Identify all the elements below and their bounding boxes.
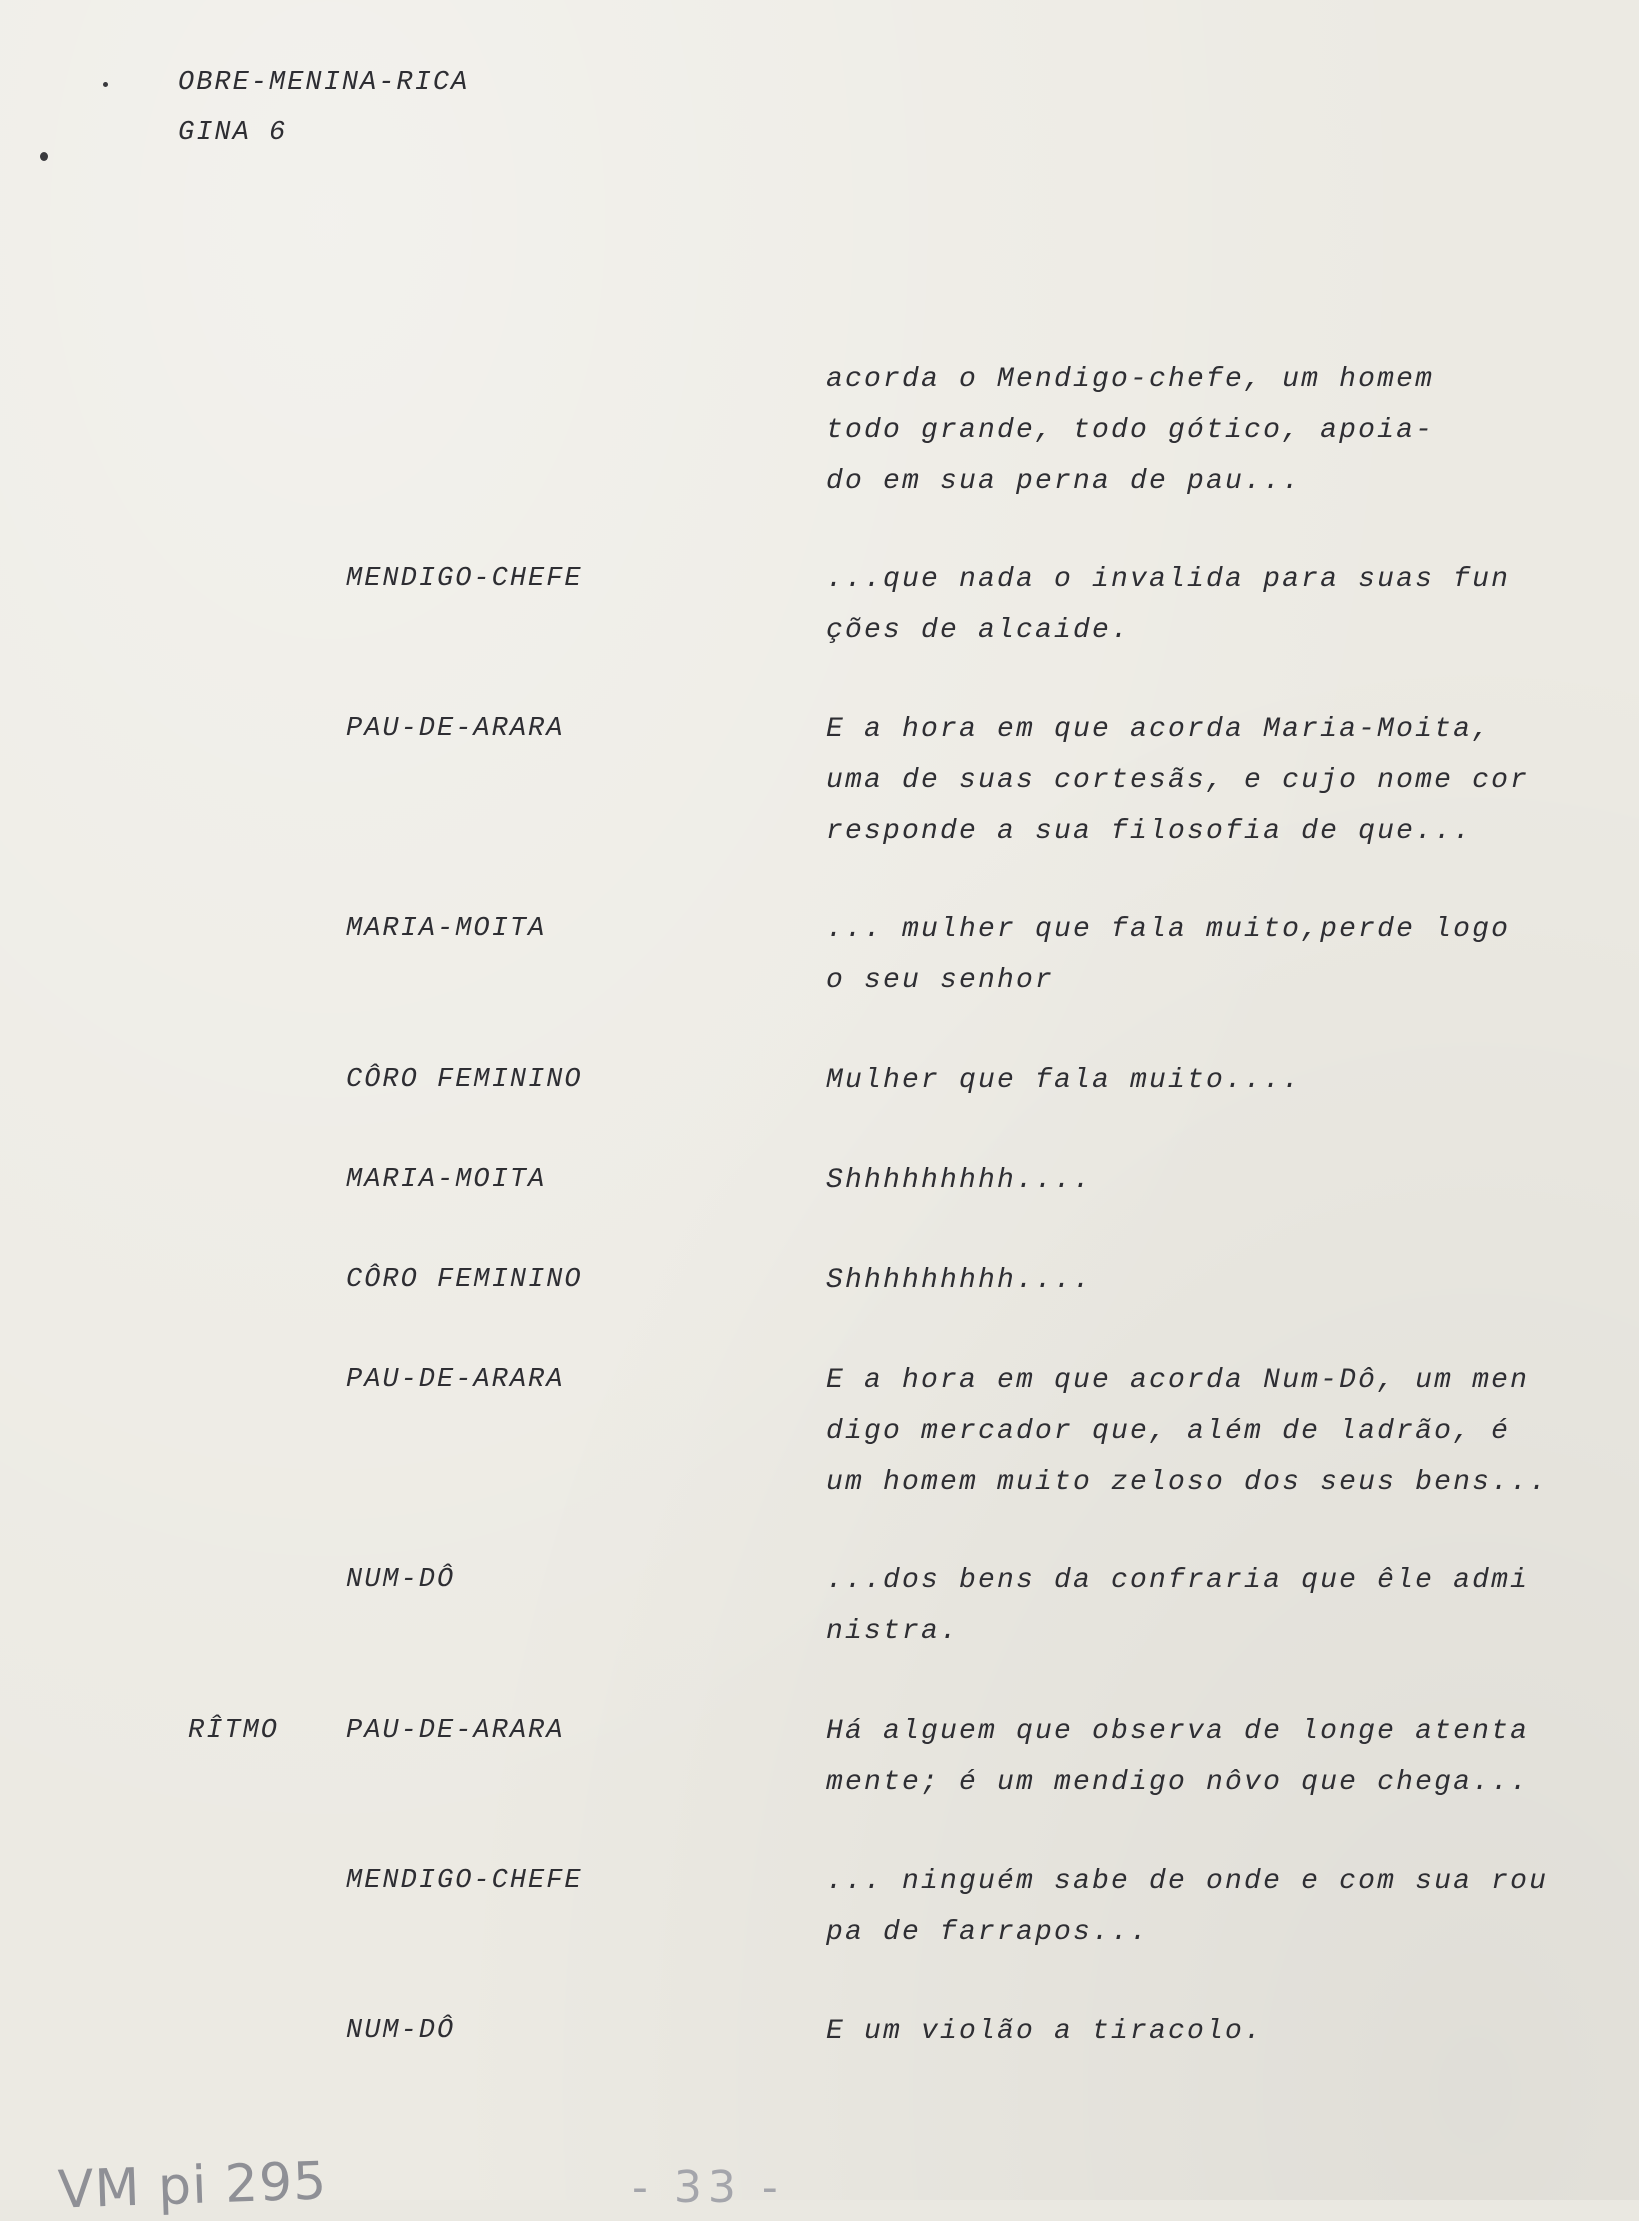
- ink-speck: [103, 82, 108, 87]
- handwritten-archive-note: VM pi 295: [57, 2151, 329, 2221]
- speech-block: [826, 904, 1606, 1006]
- speech-line: uma de suas cortesãs, e cujo nome cor: [826, 765, 1530, 796]
- header-page: GINA 6: [178, 118, 288, 148]
- speaker-name: NUM-DÔ: [346, 1565, 456, 1595]
- speaker-name: NUM-DÔ: [346, 2016, 456, 2046]
- speech-line: E um violão a tiracolo.: [826, 2016, 1264, 2047]
- stage-cue: RÎTMO: [188, 1716, 280, 1746]
- speaker-name: PAU-DE-ARARA: [346, 714, 565, 744]
- speech-line: ções de alcaide.: [826, 615, 1131, 646]
- speech-line: ... ninguém sabe de onde e com sua rou: [826, 1866, 1549, 1897]
- speaker-name: CÔRO FEMININO: [346, 1065, 583, 1095]
- speech-block: [826, 1155, 1606, 1206]
- speech-line: ...dos bens da confraria que êle admi: [826, 1565, 1530, 1596]
- page-header: [178, 58, 469, 158]
- speech-line: Mulher que fala muito....: [826, 1065, 1302, 1096]
- speech-line: Há alguem que observa de longe atenta: [826, 1716, 1530, 1747]
- speech-line: todo grande, todo gótico, apoia-: [826, 415, 1435, 446]
- speech-block: [826, 1856, 1606, 1958]
- speech-line: um homem muito zeloso dos seus bens...: [826, 1467, 1549, 1498]
- speech-line: responde a sua filosofia de que...: [826, 816, 1473, 847]
- ink-speck: [40, 152, 48, 161]
- speech-line: digo mercador que, além de ladrão, é: [826, 1416, 1511, 1447]
- speech-block: [826, 554, 1606, 656]
- speaker-name: MENDIGO-CHEFE: [346, 1866, 583, 1896]
- speaker-name: PAU-DE-ARARA: [346, 1365, 565, 1395]
- speech-line: E a hora em que acorda Num-Dô, um men: [826, 1365, 1530, 1396]
- speech-line: Shhhhhhhhh....: [826, 1165, 1093, 1196]
- speech-block: [826, 1706, 1606, 1808]
- speech-line: pa de farrapos...: [826, 1917, 1150, 1948]
- header-title: OBRE-MENINA-RICA: [178, 68, 470, 98]
- speaker-name: PAU-DE-ARARA: [346, 1716, 565, 1746]
- speech-block: [826, 704, 1606, 857]
- speech-line: mente; é um mendigo nôvo que chega...: [826, 1767, 1530, 1798]
- speech-line: acorda o Mendigo-chefe, um homem: [826, 364, 1435, 395]
- speech-line: ...que nada o invalida para suas fun: [826, 564, 1511, 595]
- speech-line: Shhhhhhhhh....: [826, 1265, 1093, 1296]
- speech-line: ... mulher que fala muito,perde logo: [826, 914, 1511, 945]
- speech-line: nistra.: [826, 1616, 960, 1647]
- speech-block: [826, 1255, 1606, 1306]
- speech-block: [826, 1355, 1606, 1508]
- speech-line: do em sua perna de pau...: [826, 466, 1302, 497]
- speech-block: [826, 1555, 1606, 1657]
- speech-block: [826, 1055, 1606, 1106]
- speaker-name: CÔRO FEMININO: [346, 1265, 583, 1295]
- speech-line: E a hora em que acorda Maria-Moita,: [826, 714, 1492, 745]
- speaker-name: MARIA-MOITA: [346, 1165, 547, 1195]
- speaker-name: MENDIGO-CHEFE: [346, 564, 583, 594]
- speech-block: [826, 2006, 1606, 2057]
- speech-line: o seu senhor: [826, 965, 1055, 996]
- speech-block: [826, 354, 1606, 507]
- speaker-name: MARIA-MOITA: [346, 914, 547, 944]
- page-number: - 33 -: [632, 2162, 784, 2213]
